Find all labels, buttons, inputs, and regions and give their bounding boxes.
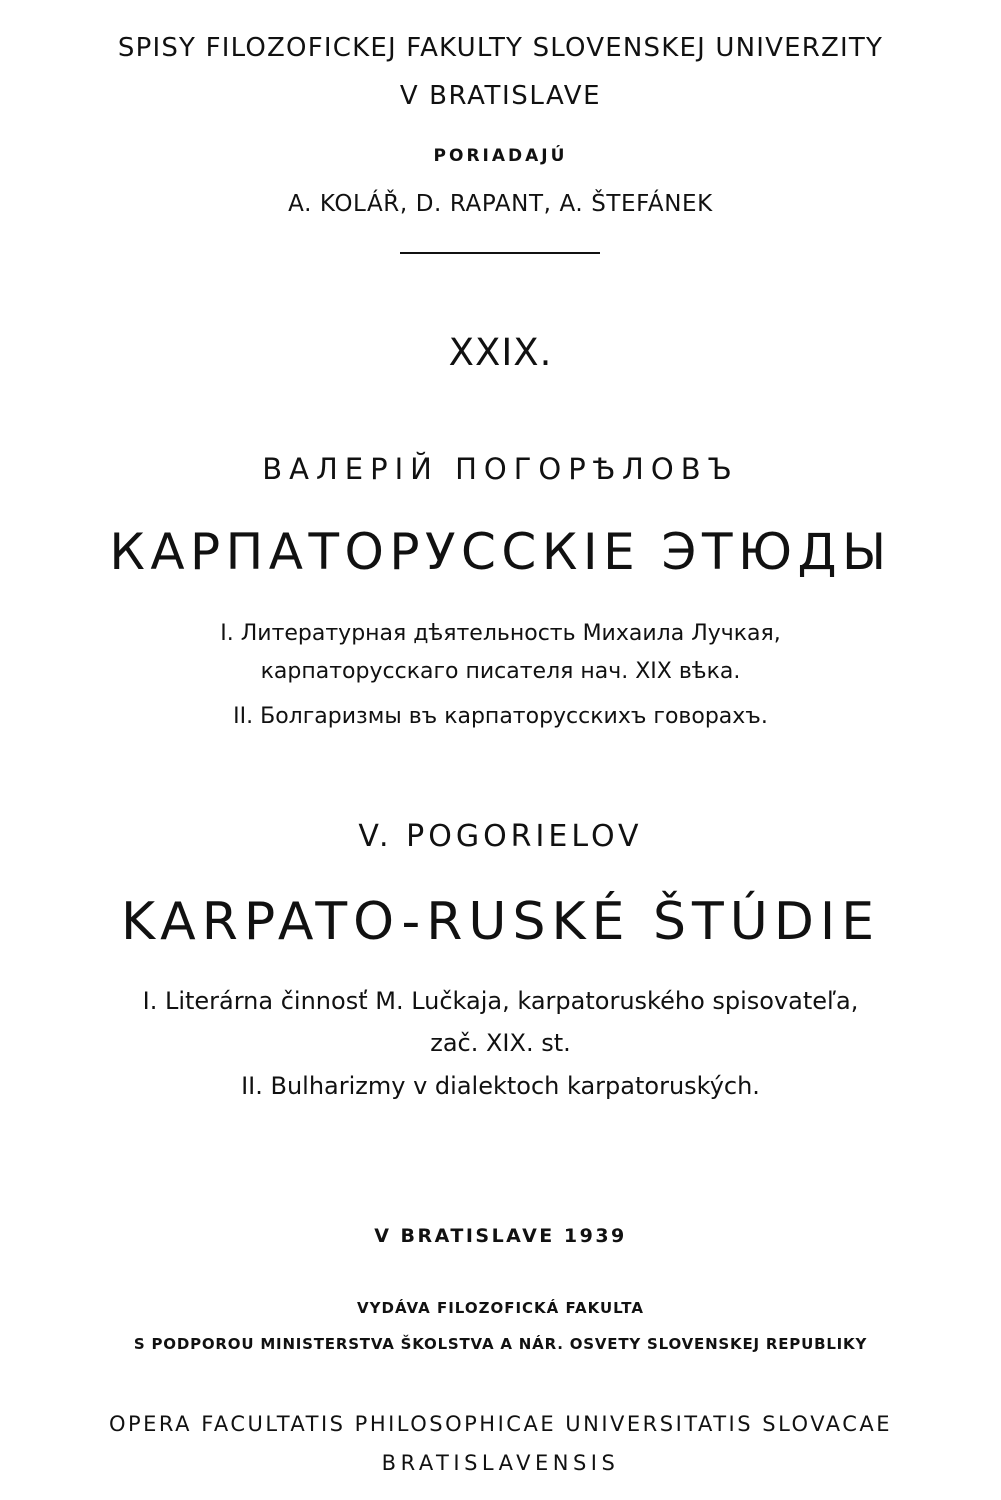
editors-label: PORIADAJÚ xyxy=(433,146,568,166)
series-city: V BRATISLAVE xyxy=(399,81,602,111)
divider-rule xyxy=(400,252,600,254)
russian-subtitle-line: II. Болгаризмы въ карпаторусскихъ говорахъ. xyxy=(233,704,768,729)
slovak-subtitle-line: I. Literárna činnosť M. Lučkaja, karpatoruského spisovateľa, xyxy=(142,987,859,1015)
imprint-line: V BRATISLAVE 1939 xyxy=(374,1225,627,1247)
russian-title: КАРПАТОРУССКІЕ ЭТЮДЫ xyxy=(109,523,892,581)
volume-number: XXIX. xyxy=(448,331,553,374)
series-title: SPISY FILOZOFICKEJ FAKULTY SLOVENSKEJ UNIVERZITY xyxy=(117,33,884,63)
russian-author: ВАЛЕРІЙ ПОГОРѢЛОВЪ xyxy=(262,452,739,486)
publisher-line: VYDÁVA FILOZOFICKÁ FAKULTA xyxy=(357,1299,644,1317)
slovak-author: V. POGORIELOV xyxy=(358,819,643,854)
russian-subtitle-line: I. Литературная дѣятельность Михаила Лучкая, xyxy=(220,621,781,646)
slovak-subtitle-line: zač. XIX. st. xyxy=(430,1029,571,1057)
slovak-subtitle-line: II. Bulharizmy v dialektoch karpatoruských. xyxy=(241,1072,760,1100)
slovak-title: KARPATO-RUSKÉ ŠTÚDIE xyxy=(120,892,881,952)
russian-subtitle-line: карпаторусскаго писателя нач. XIX вѣка. xyxy=(260,659,741,684)
latin-series-line: BRATISLAVENSIS xyxy=(381,1451,620,1475)
publisher-line: S PODPOROU MINISTERSTVA ŠKOLSTVA A NÁR. OSVETY SLOVENSKEJ REPUBLIKY xyxy=(133,1335,868,1353)
latin-series-line: OPERA FACULTATIS PHILOSOPHICAE UNIVERSITATIS SLOVACAE xyxy=(108,1412,893,1436)
editors-names: A. KOLÁŘ, D. RAPANT, A. ŠTEFÁNEK xyxy=(288,191,713,217)
